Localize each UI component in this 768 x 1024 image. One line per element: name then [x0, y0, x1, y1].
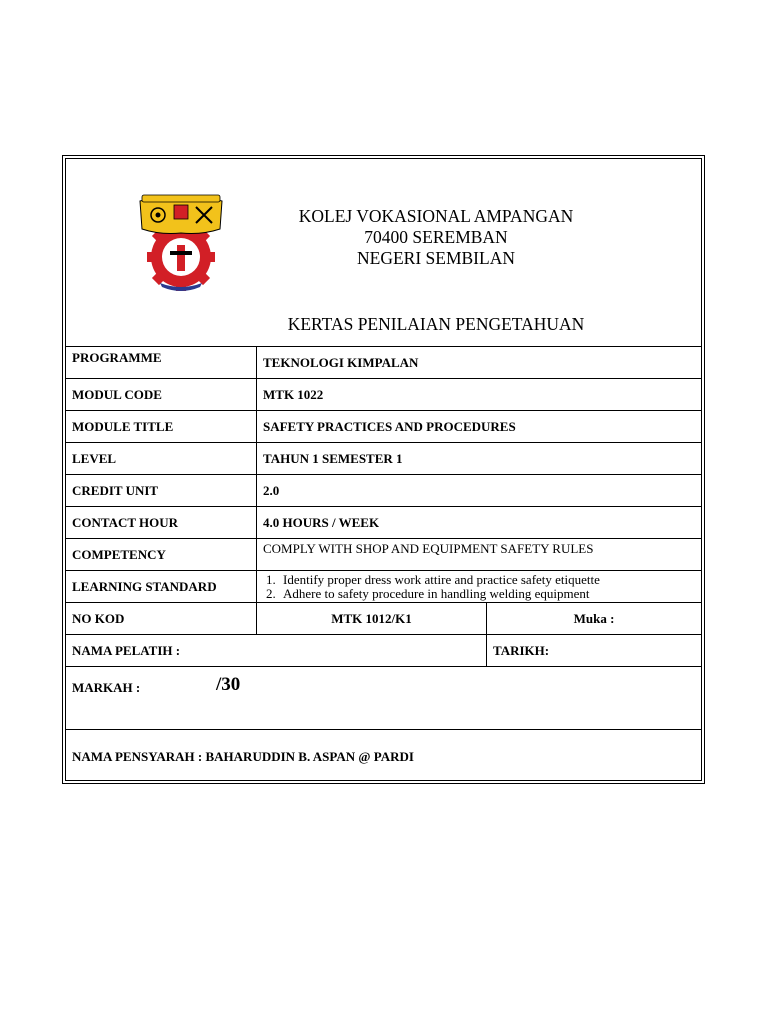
learning-standard-item: 1. Identify proper dress work attire and practice safety etiquette: [279, 573, 701, 587]
learning-standard-item: 2. Adhere to safety procedure in handling welding equipment: [279, 587, 701, 601]
level-label: LEVEL: [72, 450, 117, 466]
programme-label: PROGRAMME: [72, 350, 162, 365]
nama-pensyarah: NAMA PENSYARAH : BAHARUDDIN B. ASPAN @ PARDI: [72, 749, 414, 764]
tarikh-label: TARIKH:: [486, 635, 701, 666]
row-modul-code: [66, 378, 701, 410]
cover-sheet-inner-border: [65, 158, 702, 781]
nama-pelatih-label: NAMA PELATIH :: [72, 642, 181, 658]
row-markah: [66, 666, 701, 729]
competency-value: COMPLY WITH SHOP AND EQUIPMENT SAFETY RULES: [256, 539, 701, 570]
level-value: TAHUN 1 SEMESTER 1: [256, 443, 701, 474]
muka-label: Muka :: [486, 603, 701, 634]
assessment-cover-sheet: [62, 155, 705, 784]
header-section: [66, 159, 701, 346]
markah-label: MARKAH :: [72, 680, 141, 695]
markah-total: /30: [216, 674, 241, 695]
competency-label: COMPETENCY: [72, 546, 166, 562]
document-title: KERTAS PENILAIAN PENGETAHUAN: [287, 314, 585, 334]
contact-hour-label: CONTACT HOUR: [72, 514, 179, 530]
row-no-kod: [66, 602, 701, 634]
credit-unit-value: 2.0: [256, 475, 701, 506]
row-contact-hour: [66, 506, 701, 538]
row-nama-pensyarah: [66, 729, 701, 784]
row-module-title: [66, 410, 701, 442]
learning-standard-list: [256, 571, 701, 602]
learning-standard-label: LEARNING STANDARD: [72, 578, 217, 594]
details-table: [66, 346, 701, 780]
credit-unit-label: CREDIT UNIT: [72, 482, 159, 498]
row-competency: [66, 538, 701, 570]
modul-code-label: MODUL CODE: [72, 386, 162, 402]
institution-name-block: [256, 206, 616, 269]
row-programme: [66, 346, 701, 378]
row-credit-unit: [66, 474, 701, 506]
programme-value: TEKNOLOGI KIMPALAN: [256, 347, 701, 378]
no-kod-value: MTK 1012/K1: [256, 603, 486, 634]
institution-name: KOLEJ VOKASIONAL AMPANGAN: [298, 206, 574, 226]
college-crest-icon: [136, 187, 226, 293]
module-title-value: SAFETY PRACTICES AND PROCEDURES: [256, 411, 701, 442]
institution-state: NEGERI SEMBILAN: [357, 248, 515, 268]
row-level: [66, 442, 701, 474]
row-nama-pelatih: [66, 634, 701, 666]
institution-postcode-city: 70400 SEREMBAN: [364, 227, 508, 247]
contact-hour-value: 4.0 HOURS / WEEK: [256, 507, 701, 538]
no-kod-label: NO KOD: [72, 610, 125, 626]
module-title-label: MODULE TITLE: [72, 418, 174, 434]
modul-code-value: MTK 1022: [256, 379, 701, 410]
row-learning-standard: [66, 570, 701, 602]
